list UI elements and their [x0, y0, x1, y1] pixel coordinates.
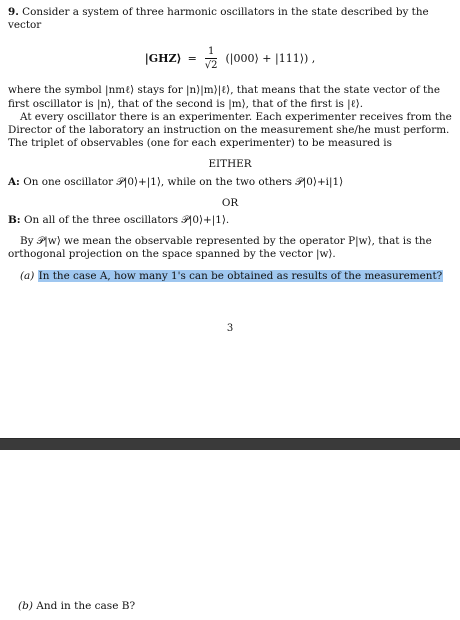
problem-number: 9.	[8, 6, 19, 18]
either-label: EITHER	[208, 158, 252, 171]
equals-sign: =	[187, 52, 197, 66]
ghz-ket: |GHZ⟩	[144, 52, 182, 66]
option-a	[8, 176, 452, 189]
option-b	[8, 214, 452, 227]
ghz-superposition: (|000⟩ + |111⟩) ,	[225, 52, 316, 66]
fraction-numerator: 1	[205, 46, 217, 59]
page-number: 3	[226, 323, 234, 334]
question-a-label: (a)	[20, 269, 35, 282]
document-page-4	[0, 450, 460, 620]
problem-intro-text: Consider a system of three harmonic oscillators in the state described by the vector	[8, 6, 429, 32]
question-b	[18, 600, 135, 612]
option-b-label: B:	[8, 214, 21, 227]
question-b-text: And in the case B?	[36, 600, 136, 612]
experimenter-paragraph: At every oscillator there is an experimenter. Each experimenter receives from the Director of the laboratory an instruction on the measurement she/he must perform. The triplet of observables (one for each experimenter) to be measured is	[8, 110, 452, 150]
question-a[interactable]	[8, 270, 452, 283]
definition-paragraph: By 𝒫|w⟩ we mean the observable represented by the operator P|w⟩, that is the orthogonal projection on the space spanned by the vector |w⟩.	[8, 235, 432, 261]
ghz-equation	[8, 46, 452, 72]
fraction-denominator: √2	[204, 60, 218, 72]
problem-content	[8, 6, 452, 283]
notation-paragraph: where the symbol |nmℓ⟩ stays for |n⟩|m⟩|ℓ⟩, that means that the state vector of the first oscillator is |n⟩, that of the second is |m⟩, that of the first is |ℓ⟩.	[8, 84, 441, 110]
question-a-text-selected[interactable]: In the case A, how many 1's can be obtained as results of the measurement?	[38, 269, 443, 282]
question-b-label: (b)	[18, 600, 33, 612]
option-b-text: On all of the three oscillators 𝒫|0⟩+|1⟩.	[23, 214, 230, 227]
option-a-label: A:	[8, 175, 20, 188]
or-label: OR	[221, 196, 239, 209]
fraction	[205, 46, 218, 72]
option-a-text: On one oscillator 𝒫|0⟩+|1⟩, while on the two others 𝒫|0⟩+i|1⟩	[23, 175, 344, 188]
problem-intro	[8, 6, 452, 32]
